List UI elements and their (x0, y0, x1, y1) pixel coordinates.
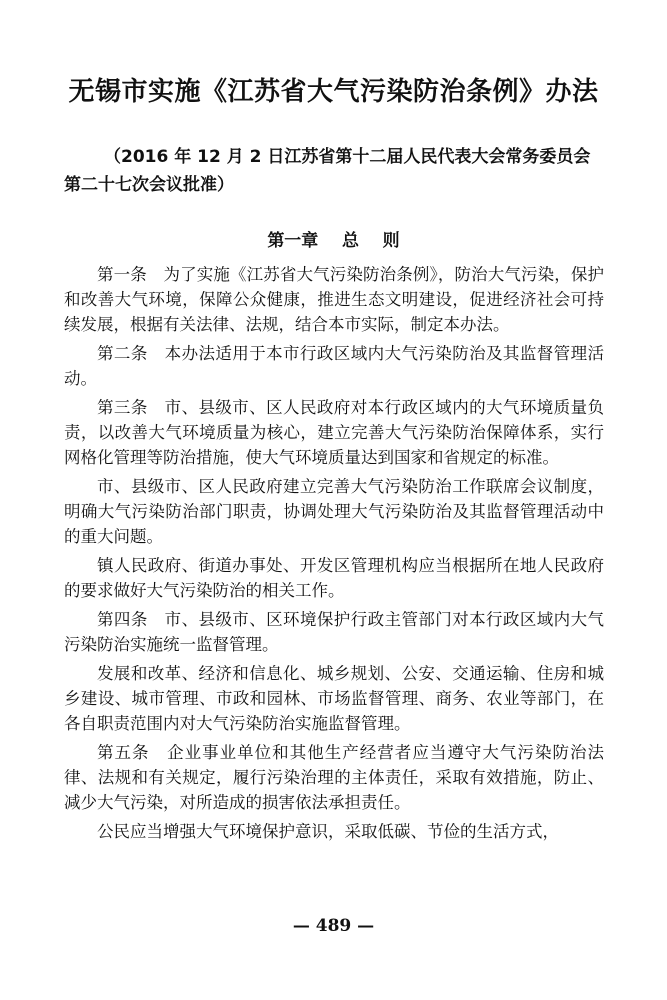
approval-note-line-2: 第二十七次会议批准） (64, 175, 234, 195)
article-3-paragraph-2: 市、县级市、区人民政府建立完善大气污染防治工作联席会议制度，明确大气污染防治部门职责，协调处理大气污染防治及其监督管理活动中的重大问题。 (64, 477, 604, 546)
article-4-paragraph-2: 发展和改革、经济和信息化、城乡规划、公安、交通运输、住房和城乡建设、城市管理、市政和园林、市场监督管理、商务、农业等部门，在各自职责范围内对大气污染防治实施监督管理。 (64, 664, 604, 733)
approval-note-line-1: （2016 年 12 月 2 日江苏省第十二届人民代表大会常务委员会 (104, 147, 591, 167)
chapter-heading: 第一章 总 则 (267, 231, 400, 251)
article-3-paragraph: 第三条 市、县级市、区人民政府对本行政区域内的大气环境质量负责，以改善大气环境质量为核心，建立完善大气污染防治保障体系，实行网格化管理等防治措施，使大气环境质量达到国家和省规定的标准。 (64, 398, 604, 467)
approval-note (64, 143, 604, 199)
article-3-paragraph-3: 镇人民政府、街道办事处、开发区管理机构应当根据所在地人民政府的要求做好大气污染防治的相关工作。 (64, 556, 604, 600)
article-2-paragraph: 第二条 本办法适用于本市行政区域内大气污染防治及其监督管理活动。 (64, 344, 604, 388)
document-title: 无锡市实施《江苏省大气污染防治条例》办法 (68, 77, 599, 107)
article-1-paragraph: 第一条 为了实施《江苏省大气污染防治条例》，防治大气污染，保护和改善大气环境，保障公众健康，推进生态文明建设，促进经济社会可持续发展，根据有关法律、法规，结合本市实际，制定本办法。 (64, 265, 604, 334)
article-5-paragraph-2: 公民应当增强大气环境保护意识，采取低碳、节俭的生活方式， (97, 822, 559, 841)
article-4-paragraph: 第四条 市、县级市、区环境保护行政主管部门对本行政区域内大气污染防治实施统一监督管理。 (64, 610, 604, 654)
page-number: — 489 — (292, 916, 375, 936)
document-body (64, 262, 604, 848)
article-5-paragraph: 第五条 企业事业单位和其他生产经营者应当遵守大气污染防治法律、法规和有关规定，履行污染治理的主体责任，采取有效措施，防止、减少大气污染，对所造成的损害依法承担责任。 (64, 743, 604, 812)
